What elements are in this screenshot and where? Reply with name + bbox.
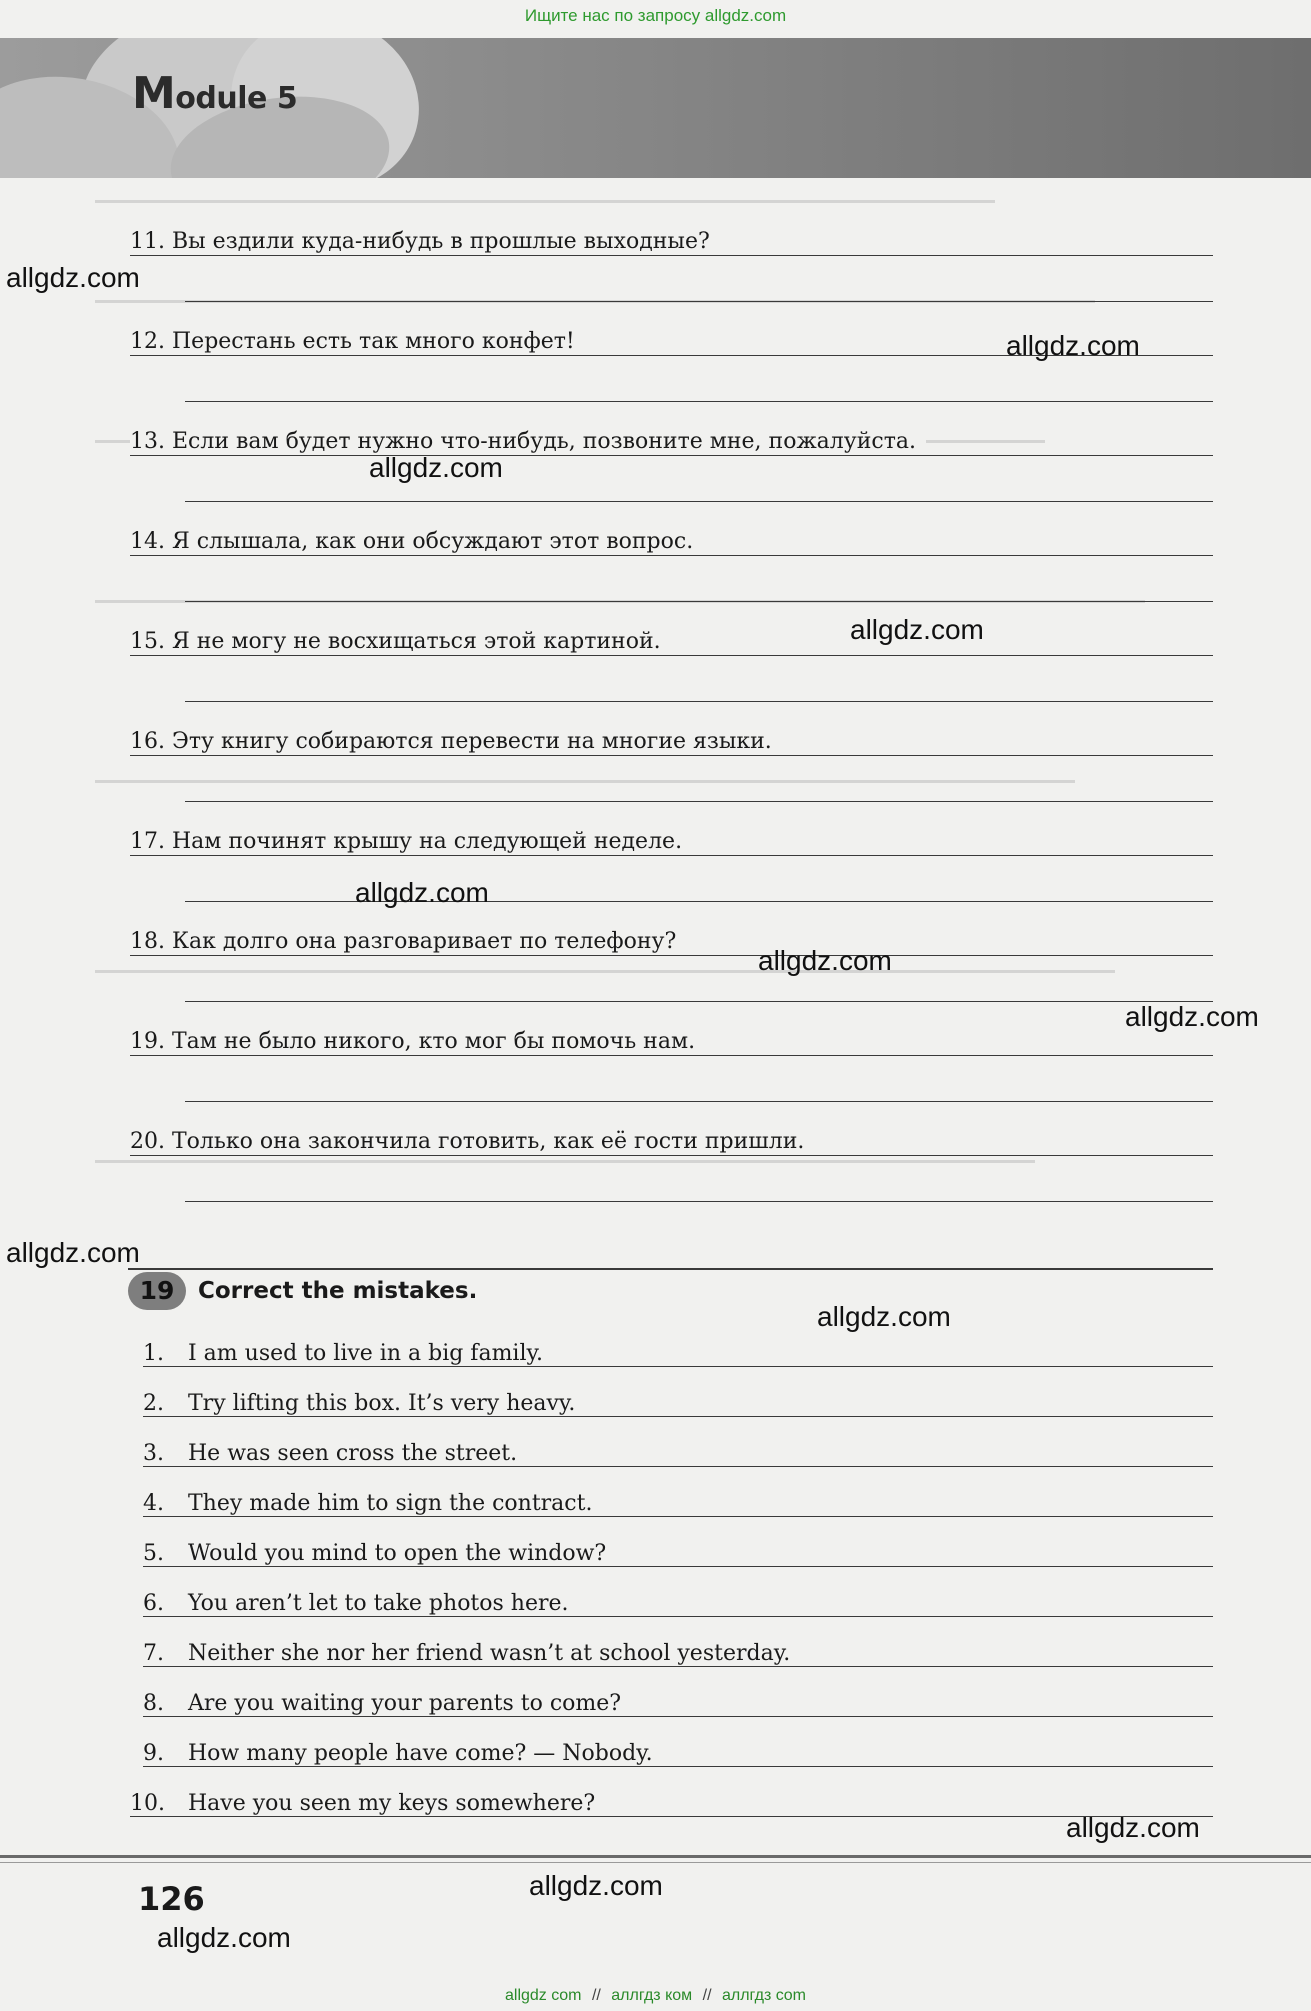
answer-line[interactable]	[143, 1666, 1213, 1667]
item-number: 1.	[143, 1341, 164, 1366]
module-title: Module 5	[132, 68, 298, 119]
item-number: 18.	[130, 929, 165, 954]
item-number: 4.	[143, 1491, 164, 1516]
footer-separator: //	[702, 1987, 712, 2004]
watermark: allgdz.com	[355, 877, 489, 908]
answer-line[interactable]	[130, 1055, 1213, 1056]
item-text: Как долго она разговаривает по телефону?	[172, 929, 677, 954]
answer-line[interactable]	[130, 755, 1213, 756]
item-text: Только она закончила готовить, как её гости пришли.	[172, 1129, 805, 1154]
item-text: Neither she nor her friend wasn’t at school yesterday.	[188, 1641, 791, 1666]
watermark: allgdz.com	[817, 1301, 951, 1332]
mistake-item	[143, 1680, 1213, 1720]
answer-line[interactable]	[130, 555, 1213, 556]
answer-line[interactable]	[143, 1766, 1213, 1767]
translate-item	[130, 600, 1213, 660]
answer-line[interactable]	[143, 1566, 1213, 1567]
item-text: They made him to sign the contract.	[188, 1491, 593, 1516]
answer-line[interactable]	[130, 855, 1213, 856]
answer-line[interactable]	[130, 955, 1213, 956]
mistake-item	[143, 1630, 1213, 1670]
item-number: 15.	[130, 629, 165, 654]
footer-link[interactable]: аллгдз com	[721, 1987, 806, 2004]
answer-line[interactable]	[130, 1816, 1213, 1817]
item-text: Если вам будет нужно что-нибудь, позвоните мне, пожалуйста.	[172, 429, 916, 454]
answer-line[interactable]	[143, 1466, 1213, 1467]
item-number: 3.	[143, 1441, 164, 1466]
item-number: 10.	[130, 1791, 165, 1816]
mistake-item	[143, 1530, 1213, 1570]
footer-links	[0, 1987, 1311, 2005]
translate-item	[130, 1100, 1213, 1160]
watermark: allgdz.com	[6, 262, 140, 293]
item-number: 12.	[130, 329, 165, 354]
item-text: Там не было никого, кто мог бы помочь нам.	[172, 1029, 696, 1054]
item-text: I am used to live in a big family.	[188, 1341, 543, 1366]
mistake-item	[143, 1430, 1213, 1470]
item-number: 20.	[130, 1129, 165, 1154]
mistake-item	[143, 1580, 1213, 1620]
answer-line[interactable]	[143, 1716, 1213, 1717]
item-number: 13.	[130, 429, 165, 454]
watermark: allgdz.com	[529, 1870, 663, 1901]
answer-line[interactable]	[143, 1516, 1213, 1517]
item-number: 11.	[130, 229, 165, 254]
page-number: 126	[138, 1880, 205, 1918]
answer-line[interactable]	[143, 1366, 1213, 1367]
answer-line[interactable]	[130, 655, 1213, 656]
answer-line[interactable]	[143, 1416, 1213, 1417]
watermark: allgdz.com	[1006, 330, 1140, 361]
item-text: Я слышала, как они обсуждают этот вопрос.	[172, 529, 694, 554]
item-number: 7.	[143, 1641, 164, 1666]
translate-item	[130, 800, 1213, 860]
item-text: How many people have come? — Nobody.	[188, 1741, 653, 1766]
item-text: Вы ездили куда-нибудь в прошлые выходные?	[172, 229, 710, 254]
watermark: allgdz.com	[369, 452, 503, 483]
item-number: 9.	[143, 1741, 164, 1766]
page-bottom-rule	[0, 1855, 1311, 1858]
watermark: allgdz.com	[850, 614, 984, 645]
item-number: 17.	[130, 829, 165, 854]
mistake-item	[130, 1780, 1213, 1820]
watermark: allgdz.com	[1066, 1812, 1200, 1843]
mistake-item	[143, 1480, 1213, 1520]
item-text: He was seen cross the street.	[188, 1441, 518, 1466]
answer-line[interactable]	[130, 455, 1213, 456]
item-text: Are you waiting your parents to come?	[188, 1691, 622, 1716]
mistake-item	[143, 1330, 1213, 1370]
item-number: 16.	[130, 729, 165, 754]
top-link[interactable]: Ищите нас по запросу allgdz.com	[524, 6, 787, 25]
item-number: 14.	[130, 529, 165, 554]
answer-line[interactable]	[130, 1155, 1213, 1156]
watermark: allgdz.com	[758, 945, 892, 976]
translate-item	[130, 900, 1213, 960]
item-text: Я не могу не восхищаться этой картиной.	[172, 629, 661, 654]
item-text: Would you mind to open the window?	[188, 1541, 607, 1566]
item-text: Перестань есть так много конфет!	[172, 329, 575, 354]
item-text: Have you seen my keys somewhere?	[188, 1791, 596, 1816]
answer-line[interactable]	[130, 255, 1213, 256]
mistake-item	[143, 1380, 1213, 1420]
translate-item	[130, 400, 1213, 460]
exercise-title: Correct the mistakes.	[198, 1278, 478, 1304]
item-number: 8.	[143, 1691, 164, 1716]
watermark: allgdz.com	[157, 1922, 291, 1953]
footer-link[interactable]: allgdz com	[505, 1987, 582, 2004]
translate-item	[130, 200, 1213, 260]
item-text: Эту книгу собираются перевести на многие языки.	[172, 729, 772, 754]
answer-line[interactable]	[185, 1201, 1213, 1202]
item-number: 6.	[143, 1591, 164, 1616]
watermark: allgdz.com	[6, 1237, 140, 1268]
footer-link[interactable]: аллгдз ком	[611, 1987, 693, 2004]
page-bottom-rule	[0, 1862, 1311, 1863]
answer-line[interactable]	[143, 1616, 1213, 1617]
translate-item	[130, 700, 1213, 760]
translate-item	[130, 1000, 1213, 1060]
item-text: You aren’t let to take photos here.	[188, 1591, 569, 1616]
exercise-number-badge: 19	[128, 1272, 186, 1310]
footer-separator: //	[591, 1987, 601, 2004]
item-text: Нам починят крышу на следующей неделе.	[172, 829, 683, 854]
item-number: 19.	[130, 1029, 165, 1054]
item-number: 2.	[143, 1391, 164, 1416]
exercise-divider	[128, 1268, 1213, 1270]
item-text: Try lifting this box. It’s very heavy.	[188, 1391, 576, 1416]
item-number: 5.	[143, 1541, 164, 1566]
watermark: allgdz.com	[1125, 1001, 1259, 1032]
mistake-item	[143, 1730, 1213, 1770]
translate-item	[130, 500, 1213, 560]
